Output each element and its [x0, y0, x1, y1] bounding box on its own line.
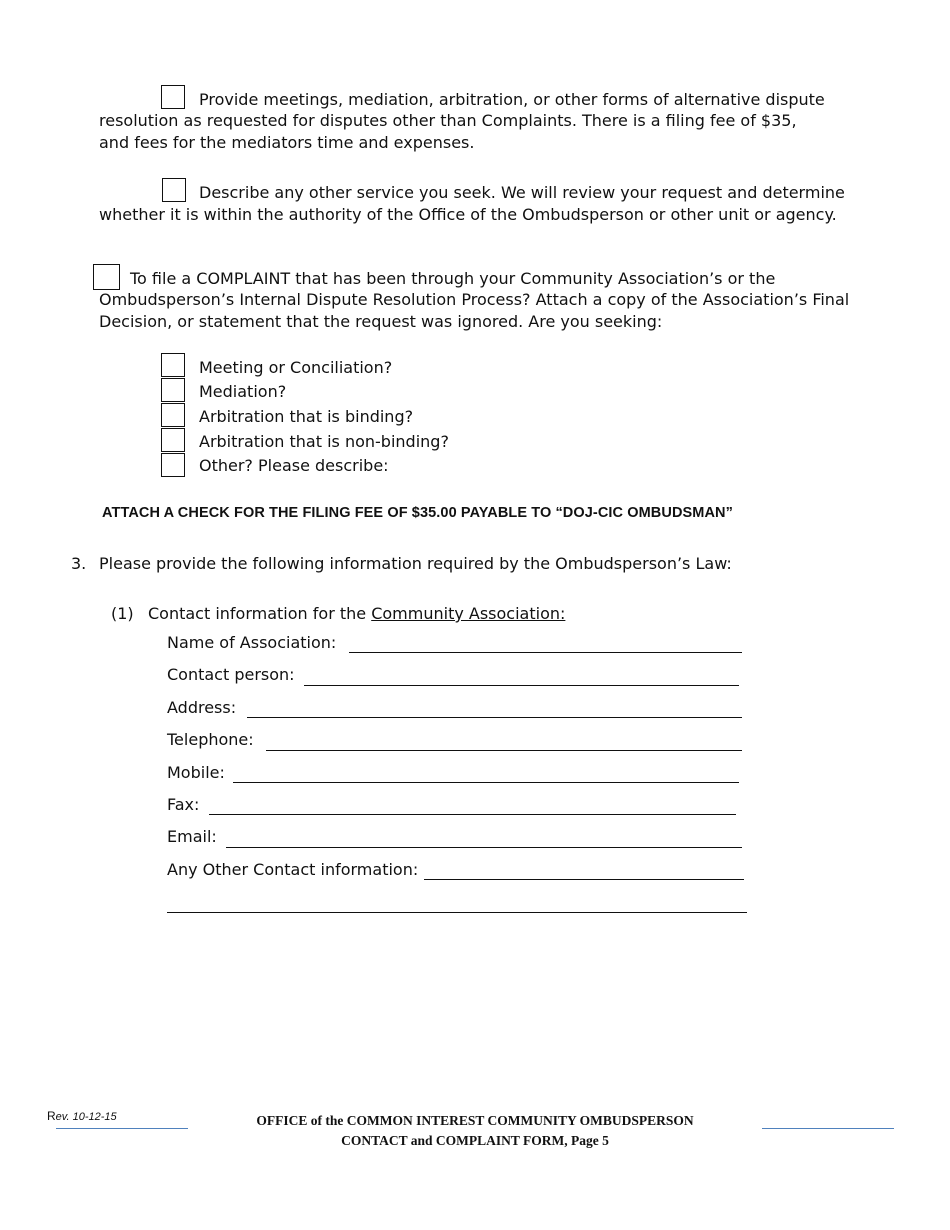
adr-service-text-2: resolution as requested for disputes other than Complaints. There is a filing fee of $35,: [99, 111, 797, 130]
telephone-label: Telephone:: [167, 730, 254, 749]
option-other-label: Other? Please describe:: [199, 456, 389, 475]
other-service-text-1: Describe any other service you seek. We will review your request and determine: [199, 183, 845, 202]
adr-service-text-1: Provide meetings, mediation, arbitration, or other forms of alternative dispute: [199, 90, 825, 109]
complaint-text-2: Ombudsperson’s Internal Dispute Resolution Process? Attach a copy of the Association’s Final: [99, 290, 850, 309]
footer-right-rule: [762, 1128, 894, 1129]
other-contact-label: Any Other Contact information:: [167, 860, 419, 879]
other-contact-input[interactable]: [424, 859, 744, 880]
footer-title: [200, 1111, 750, 1151]
email-input[interactable]: [226, 827, 742, 848]
subsection-1-number: (1): [111, 604, 134, 623]
other-service-checkbox[interactable]: [162, 178, 186, 202]
option-mediation-label: Mediation?: [199, 382, 287, 401]
option-mediation-checkbox[interactable]: [161, 378, 185, 402]
footer-title-line-1: OFFICE of the COMMON INTEREST COMMUNITY OMBUDSPERSON: [256, 1113, 694, 1128]
subsection-1-prefix: Contact information for the: [148, 604, 372, 623]
section-3-number: 3.: [71, 554, 87, 573]
attach-check-notice: ATTACH A CHECK FOR THE FILING FEE OF $35.00 PAYABLE TO “DOJ-CIC OMBUDSMAN”: [102, 505, 733, 521]
revision-date: [47, 1109, 117, 1123]
fax-label: Fax:: [167, 795, 200, 814]
email-label: Email:: [167, 827, 217, 846]
telephone-input[interactable]: [266, 730, 742, 751]
revision-date-r: R: [47, 1109, 56, 1123]
option-arbitration-binding-label: Arbitration that is binding?: [199, 407, 414, 426]
other-service-text-2: whether it is within the authority of the Office of the Ombudsperson or other unit or agency.: [99, 205, 837, 224]
option-arbitration-nonbinding-checkbox[interactable]: [161, 428, 185, 452]
option-meeting-label: Meeting or Conciliation?: [199, 358, 393, 377]
option-other-checkbox[interactable]: [161, 453, 185, 477]
subsection-1-underlined: Community Association:: [371, 604, 566, 623]
revision-date-value: ev. 10-12-15: [55, 1111, 117, 1123]
section-3-text: Please provide the following information required by the Ombudsperson’s Law:: [99, 554, 732, 573]
complaint-text-1: To file a COMPLAINT that has been through your Community Association’s or the: [130, 269, 776, 288]
complaint-text-3: Decision, or statement that the request was ignored. Are you seeking:: [99, 312, 663, 331]
adr-service-text-3: and fees for the mediators time and expenses.: [99, 133, 475, 152]
footer-title-line-2: CONTACT and COMPLAINT FORM, Page 5: [341, 1133, 609, 1148]
option-arbitration-binding-checkbox[interactable]: [161, 403, 185, 427]
subsection-1-heading: [148, 603, 565, 625]
option-meeting-checkbox[interactable]: [161, 353, 185, 377]
contact-person-input[interactable]: [304, 665, 739, 686]
association-name-label: Name of Association:: [167, 633, 337, 652]
fax-input[interactable]: [209, 794, 736, 815]
address-label: Address:: [167, 698, 237, 717]
other-contact-input-line-2[interactable]: [167, 892, 747, 913]
contact-person-label: Contact person:: [167, 665, 295, 684]
adr-service-checkbox[interactable]: [161, 85, 185, 109]
mobile-label: Mobile:: [167, 763, 225, 782]
association-name-input[interactable]: [349, 632, 742, 653]
address-input[interactable]: [247, 697, 742, 718]
complaint-checkbox[interactable]: [93, 264, 120, 290]
footer-left-rule: [56, 1128, 188, 1129]
mobile-input[interactable]: [233, 762, 739, 783]
option-arbitration-nonbinding-label: Arbitration that is non-binding?: [199, 432, 449, 451]
